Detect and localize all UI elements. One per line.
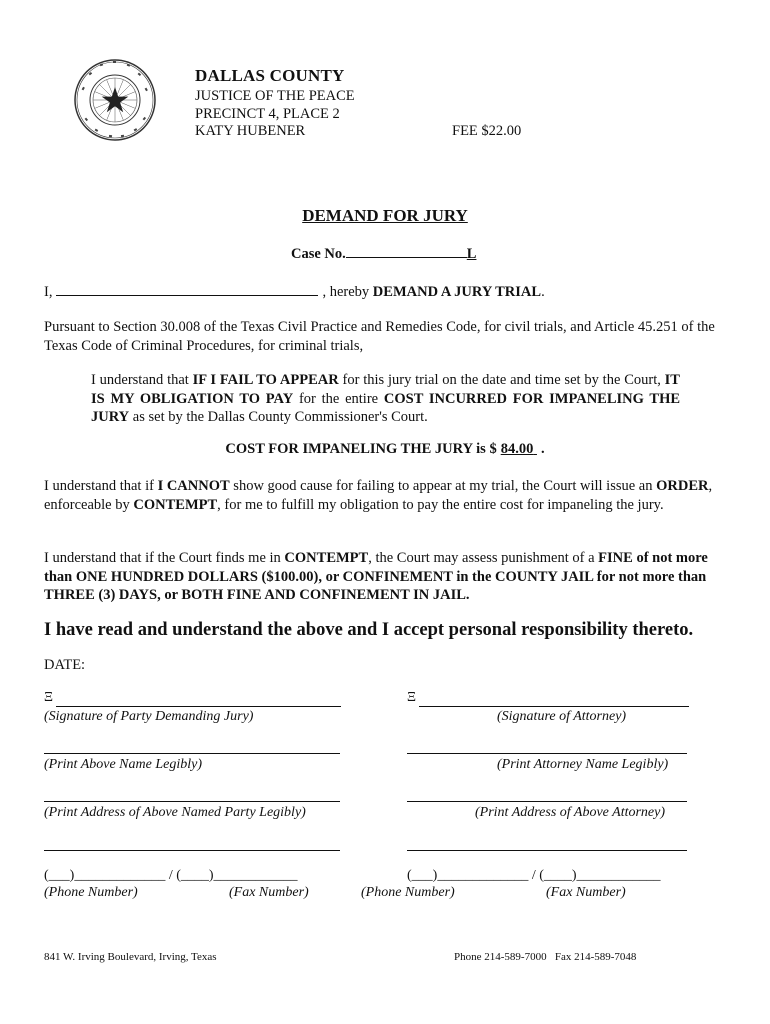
order-bold-1: I CANNOT xyxy=(157,478,230,494)
attorney-signature-caption: (Signature of Attorney) xyxy=(497,709,627,724)
demand-jury-trial: DEMAND A JURY TRIAL xyxy=(372,284,542,300)
demand-statement xyxy=(44,283,545,301)
attorney-fax-caption: (Fax Number) xyxy=(546,885,626,900)
punish-text-2: , the Court may assess punishment of a xyxy=(368,550,595,566)
attorney-name-caption: (Print Attorney Name Legibly) xyxy=(497,757,669,772)
party-name-caption: (Print Above Name Legibly) xyxy=(44,757,202,772)
attorney-address-caption: (Print Address of Above Attorney) xyxy=(475,805,666,820)
order-bold-3: CONTEMPT xyxy=(133,496,218,513)
court-address: 841 W. Irving Boulevard, Irving, Texas xyxy=(44,951,217,963)
fta-text-3: for the entire xyxy=(298,390,379,407)
jury-cost-label: COST FOR IMPANELING THE JURY is $ xyxy=(225,441,497,457)
contempt-order-paragraph xyxy=(44,477,727,514)
date-label: DATE: xyxy=(44,657,86,673)
order-text-2: show good cause for failing to appear at my trial, the Court will issue an xyxy=(233,478,653,494)
case-number-suffix: L xyxy=(466,246,477,262)
fta-bold-1: IF I FAIL TO APPEAR xyxy=(192,372,339,388)
party-address-caption: (Print Address of Above Named Party Legibly) xyxy=(44,805,306,820)
court-contact: Phone 214-589-7000 Fax 214-589-7048 xyxy=(454,951,637,963)
party-signature-mark: Ξ xyxy=(44,690,54,705)
order-text-4: , for me to fulfill my obligation to pay the entire cost for impaneling the jury. xyxy=(217,496,664,513)
dallas-county-seal-icon xyxy=(73,58,157,142)
party-address-line-2[interactable] xyxy=(44,850,340,851)
order-text-1: I understand that if xyxy=(44,478,154,494)
order-bold-2: ORDER xyxy=(656,478,709,494)
party-phone-fax-field[interactable]: (___)_____________ / (____)____________ xyxy=(44,868,298,883)
fta-bold-3: COST INCURRED FOR IMPANELING THE JURY xyxy=(91,390,681,425)
party-name-field[interactable] xyxy=(56,283,318,296)
case-number-field[interactable] xyxy=(346,245,467,258)
precinct-place: PRECINCT 4, PLACE 2 xyxy=(195,106,340,122)
jury-cost-end: . xyxy=(540,441,545,457)
demand-end: . xyxy=(541,284,545,300)
acknowledgement-statement: I have read and understand the above and I accept personal responsibility thereto. xyxy=(44,620,694,640)
fta-bold-2: IT IS MY OBLIGATION TO PAY xyxy=(91,372,680,407)
party-signature-line[interactable] xyxy=(56,706,341,707)
punish-text-1: I understand that if the Court finds me in xyxy=(44,550,281,566)
pursuant-paragraph: Pursuant to Section 30.008 of the Texas Civil Practice and Remedies Code, for civil trials, and Article 45.251 of the Texas Code of Criminal Procedures, for criminal trials, xyxy=(44,319,715,354)
party-address-line[interactable] xyxy=(44,801,340,802)
punish-bold-1: CONTEMPT xyxy=(284,550,369,566)
jury-cost-line xyxy=(0,441,770,458)
fta-text-4: as set by the Dallas County Commissioner's Court. xyxy=(132,409,428,425)
case-number-label: Case No. xyxy=(291,246,346,262)
attorney-address-line[interactable] xyxy=(407,801,687,802)
party-fax-caption: (Fax Number) xyxy=(229,885,309,900)
fta-text-2: for this jury trial on the date and time set by the Court, xyxy=(342,372,661,388)
filing-fee: FEE $22.00 xyxy=(452,123,522,139)
fta-text-1: I understand that xyxy=(91,372,189,388)
punish-bold-2: FINE of not more than ONE HUNDRED DOLLARS ($100.00), or CONFINEMENT in the COUNTY JAIL for not more than THREE (3) DAYS, or BOTH FINE AND CONFINEMENT IN JAIL. xyxy=(44,550,708,603)
party-signature-caption: (Signature of Party Demanding Jury) xyxy=(44,709,254,724)
attorney-address-line-2[interactable] xyxy=(407,850,687,851)
attorney-signature-mark: Ξ xyxy=(407,690,417,705)
attorney-phone-fax-field[interactable]: (___)_____________ / (____)____________ xyxy=(407,868,661,883)
party-phone-caption: (Phone Number) xyxy=(44,885,138,900)
order-text-3: , enforceable by xyxy=(44,478,713,513)
demand-prefix: I, xyxy=(44,284,53,300)
attorney-name-line[interactable] xyxy=(407,753,687,754)
demand-mid: , hereby xyxy=(322,284,370,300)
attorney-phone-caption: (Phone Number) xyxy=(361,885,455,900)
judge-name: KATY HUBENER xyxy=(195,123,306,139)
document-title: DEMAND FOR JURY xyxy=(302,206,468,225)
county-name: DALLAS COUNTY xyxy=(195,66,345,85)
party-name-line[interactable] xyxy=(44,753,340,754)
punishment-paragraph xyxy=(44,549,727,605)
failure-to-appear-paragraph xyxy=(91,371,680,427)
jury-cost-value: 84.00 xyxy=(500,441,534,457)
court-name: JUSTICE OF THE PEACE xyxy=(195,88,355,104)
case-number-row xyxy=(291,245,476,263)
attorney-signature-line[interactable] xyxy=(419,706,689,707)
